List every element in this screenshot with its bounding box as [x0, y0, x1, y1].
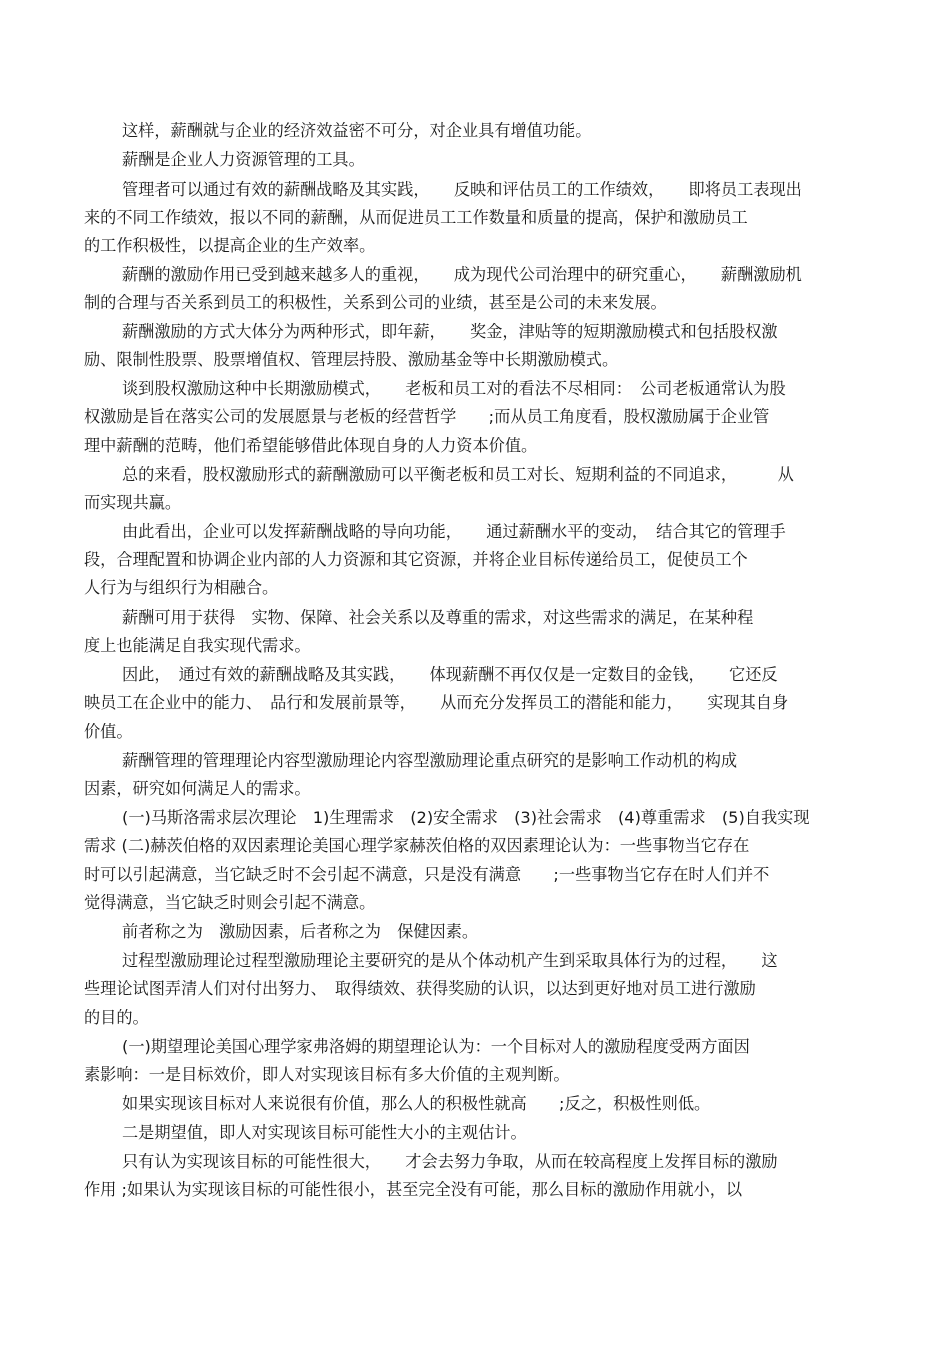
paragraph-line: 的工作积极性，以提高企业的生产效率。 — [84, 236, 376, 255]
paragraph-line: (一)期望理论美国心理学家弗洛姆的期望理论认为：一个目标对人的激励程度受两方面因 — [122, 1037, 750, 1056]
paragraph-line: 薪酬激励的方式大体分为两种形式，即年薪， 奖金，津贴等的短期激励模式和包括股权激 — [122, 322, 778, 341]
paragraph-line: 薪酬管理的管理理论内容型激励理论内容型激励理论重点研究的是影响工作动机的构成 — [122, 751, 738, 770]
paragraph-line: 权激励是旨在落实公司的发展愿景与老板的经营哲学 ;而从员工角度看，股权激励属于企业管 — [84, 407, 770, 426]
paragraph-line: 谈到股权激励这种中长期激励模式， 老板和员工对的看法不尽相同： 公司老板通常认为股 — [122, 379, 786, 398]
paragraph-line: 需求 (二)赫茨伯格的双因素理论美国心理学家赫茨伯格的双因素理论认为：一些事物当它存在 — [84, 836, 750, 855]
paragraph-line: 素影响：一是目标效价，即人对实现该目标有多大价值的主观判断。 — [84, 1065, 570, 1084]
paragraph-line: 薪酬可用于获得 实物、保障、社会关系以及尊重的需求，对这些需求的满足，在某种程 — [122, 608, 754, 627]
paragraph-line: 薪酬的激励作用已受到越来越多人的重视， 成为现代公司治理中的研究重心， 薪酬激励机 — [122, 265, 802, 284]
paragraph-line: 时可以引起满意，当它缺乏时不会引起不满意，只是没有满意 ;一些事物当它存在时人们并不 — [84, 865, 770, 884]
paragraph-line: 总的来看，股权激励形式的薪酬激励可以平衡老板和员工对长、短期利益的不同追求， 从 — [122, 465, 794, 484]
paragraph-line: 励、限制性股票、股票增值权、管理层持股、激励基金等中长期激励模式。 — [84, 350, 619, 369]
paragraph-line: 价值。 — [84, 722, 133, 741]
paragraph-line: 来的不同工作绩效，报以不同的薪酬，从而促进员工工作数量和质量的提高，保护和激励员工 — [84, 208, 748, 227]
paragraph-line: 而实现共赢。 — [84, 493, 182, 512]
paragraph-line: 因素，研究如何满足人的需求。 — [84, 779, 311, 798]
paragraph-line: 因此， 通过有效的薪酬战略及其实践， 体现薪酬不再仅仅是一定数目的金钱， 它还反 — [122, 665, 778, 684]
paragraph-line: 人行为与组织行为相融合。 — [84, 578, 279, 597]
paragraph-line: 制的合理与否关系到员工的积极性，关系到公司的业绩，甚至是公司的未来发展。 — [84, 293, 667, 312]
paragraph-line: 前者称之为 激励因素，后者称之为 保健因素。 — [122, 922, 479, 941]
paragraph-line: 过程型激励理论过程型激励理论主要研究的是从个体动机产生到采取具体行为的过程， 这 — [122, 951, 778, 970]
paragraph-line: 二是期望值，即人对实现该目标可能性大小的主观估计。 — [122, 1123, 527, 1142]
paragraph-line: 这样，薪酬就与企业的经济效益密不可分，对企业具有增值功能。 — [122, 121, 592, 140]
paragraph-line: 映员工在企业中的能力、 品行和发展前景等， 从而充分发挥员工的潜能和能力， 实现其自身 — [84, 693, 789, 712]
paragraph-line: 些理论试图弄清人们对付出努力、 取得绩效、获得奖励的认识，以达到更好地对员工进行激励 — [84, 979, 756, 998]
paragraph-line: (一)马斯洛需求层次理论 1)生理需求 (2)安全需求 (3)社会需求 (4)尊重需求 (5)自我实现 — [122, 808, 810, 827]
paragraph-line: 管理者可以通过有效的薪酬战略及其实践， 反映和评估员工的工作绩效， 即将员工表现出 — [122, 180, 802, 199]
paragraph-line: 段，合理配置和协调企业内部的人力资源和其它资源，并将企业目标传递给员工，促使员工个 — [84, 550, 748, 569]
paragraph-line: 由此看出，企业可以发挥薪酬战略的导向功能， 通过薪酬水平的变动， 结合其它的管理手 — [122, 522, 786, 541]
paragraph-line: 的目的。 — [84, 1008, 149, 1027]
paragraph-line: 觉得满意，当它缺乏时则会引起不满意。 — [84, 893, 376, 912]
paragraph-line: 如果实现该目标对人来说很有价值，那么人的积极性就高 ;反之，积极性则低。 — [122, 1094, 711, 1113]
paragraph-line: 度上也能满足自我实现代需求。 — [84, 636, 311, 655]
paragraph-line: 薪酬是企业人力资源管理的工具。 — [122, 150, 365, 169]
paragraph-line: 理中薪酬的范畴，他们希望能够借此体现自身的人力资本价值。 — [84, 436, 538, 455]
paragraph-line: 作用 ;如果认为实现该目标的可能性很小，甚至完全没有可能，那么目标的激励作用就小，以 — [84, 1180, 743, 1199]
paragraph-line: 只有认为实现该目标的可能性很大， 才会去努力争取，从而在较高程度上发挥目标的激励 — [122, 1152, 778, 1171]
